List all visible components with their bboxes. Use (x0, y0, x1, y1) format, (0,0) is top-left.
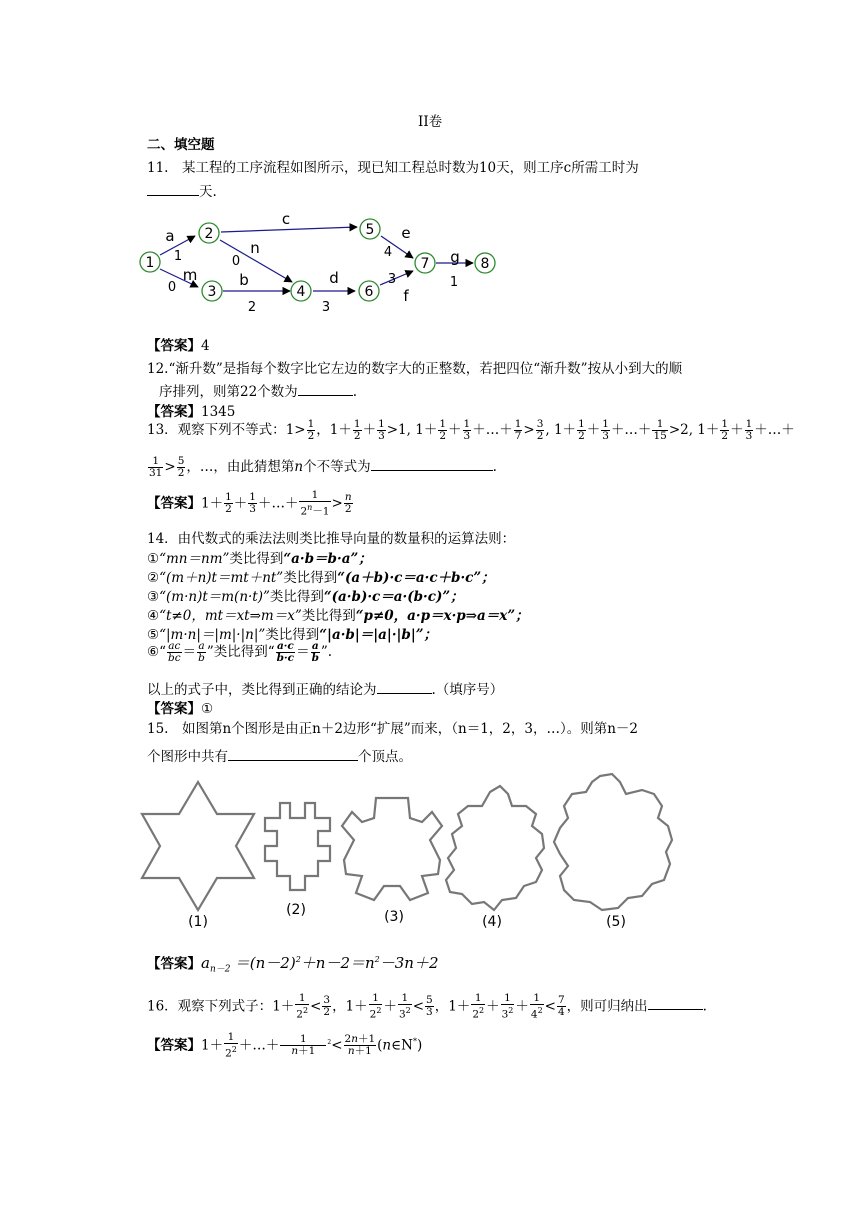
q11-line2: 天. (147, 180, 217, 200)
node-2-label: 2 (204, 226, 214, 242)
q14-item-2: ②“(m＋n)t＝mt＋nt”类比得到“(a＋b)·c＝a·c＋b·c”； (147, 570, 495, 586)
q14-answer: 【答案】① (147, 701, 214, 717)
edge-label-f: f (403, 287, 409, 305)
q14-line1: 14．由代数式的乘法法则类比推导向量的数量积的运算法则： (147, 531, 516, 547)
node-6-label: 6 (364, 284, 374, 300)
q14-blank (377, 681, 432, 694)
edge-label-b: b (239, 271, 249, 289)
q15-answer: 【答案】$a_{n-2} =(n-2)^2+n-2=n^2-3n+2$ (147, 954, 439, 975)
edge-time-m: 0 (167, 280, 177, 295)
figure-label-2: (2) (286, 902, 306, 918)
q16-line1: 16．观察下列式子：1＋ $\frac{1}{2^2}$ < $\frac{3}{2}$ ，1＋ $\frac{1}{2^2}$ ＋ $\frac{1}{3^2}$ < $\frac{5}{3}$ ，1＋ $\frac{1}{2^2}$ ＋ $\frac{1}{3^2}$ ＋ $\frac{1}{4^2}$ < $\frac{7}{4}$ ，则可归纳出 . (147, 992, 707, 1021)
edge-label-m: m (182, 266, 198, 284)
q16-answer: 【答案】1＋ $\frac{1}{2^2}$ ＋…＋ $\frac{1}{n+1}$ $^2$< $\frac{2n+1}{n+1}$ (n∈N*) (147, 1031, 423, 1060)
edge-time-e: 4 (383, 245, 393, 260)
q14-item-4: ④“t≠0，mt＝xt⇒m＝x”类比得到“p≠0，a·p＝x·p⇒a＝x”； (147, 608, 529, 624)
figure-1-hexagram (142, 782, 254, 910)
node-7-label: 7 (420, 256, 430, 272)
q13-line1: 13．观察下列不等式：1> $\frac{1}{2}$ ，1＋ $\frac{1}{2}$ ＋ $\frac{1}{3}$ >1, 1＋ $\frac{1}{2}$ ＋ $\frac{1}{3}$ ＋…＋ $\frac{1}{7}$ > $\frac{3}{2}$ , 1＋ $\frac{1}{2}$ ＋ $\frac{1}{3}$ ＋…＋ $\frac{1}{15}$ >2, 1＋ $\frac{1}{2}$ ＋ $\frac{1}{3}$ ＋…＋ (147, 418, 795, 442)
figure-4-snowflake (446, 786, 544, 910)
q12-line2: 序排列，则第22个数为 . (159, 384, 357, 400)
edge-6-7 (380, 271, 413, 285)
q12-answer: 【答案】1345 (147, 404, 236, 420)
q15-line1: 15. 如图第n个图形是由正n＋2边形“扩展”而来，（n＝1，2，3，…）。则第n－2 (147, 721, 638, 737)
q15-figures (140, 768, 700, 933)
node-3-label: 3 (207, 284, 217, 300)
edge-label-n: n (250, 239, 260, 257)
node-5-label: 5 (365, 222, 375, 238)
edge-label-g: g (450, 248, 460, 266)
q11-flow-diagram (130, 205, 510, 325)
q13-blank (371, 458, 493, 471)
q13-answer: 【答案】1＋ $\frac{1}{2}$ ＋ $\frac{1}{3}$ ＋…＋ $\frac{1}{2^n-1}$ > $\frac{n}{2}$ (147, 489, 352, 518)
edge-label-e: e (401, 224, 411, 242)
q13-line2: $\frac{1}{31}$ > $\frac{5}{2}$ ，…，由此猜想第n个不等式为 . (149, 455, 497, 479)
figure-label-1: (1) (188, 914, 208, 930)
node-8-label: 8 (480, 256, 490, 272)
node-4-label: 4 (296, 284, 306, 300)
q14-item-1: ①“mn＝nm”类比得到“a·b＝b·a”； (147, 551, 372, 567)
page-title: II卷 (418, 114, 443, 130)
q11-answer: 【答案】4 (147, 338, 210, 354)
section-heading: 二、填空题 (147, 137, 215, 153)
q11-blank (147, 183, 199, 196)
figure-2-cross (265, 803, 330, 890)
q12-line1: 12.“渐升数”是指每个数字比它左边的数字大的正整数，若把四位“渐升数”按从小到大的顺 (147, 361, 683, 377)
q12-blank (298, 383, 353, 396)
q14-conclusion: 以上的式子中，类比得到正确的结论为 .（填序号） (147, 682, 504, 698)
q15-line2: 个图形中共有 个顶点。 (147, 749, 412, 765)
q14-item-5: ⑤“|m·n|＝|m|·|n|”类比得到“|a·b|＝|a|·|b|”； (147, 627, 438, 643)
edge-label-a: a (165, 227, 175, 245)
edge-label-c: c (281, 210, 291, 228)
q15-blank (228, 748, 358, 761)
edge-label-d: d (329, 269, 339, 287)
figure-label-3: (3) (384, 909, 404, 925)
q16-blank (648, 997, 703, 1010)
edge-time-f: 3 (387, 272, 397, 287)
edge-time-a: 1 (173, 249, 183, 264)
q11-line1: 11. 某工程的工序流程如图所示，现已知工程总时数为10天，则工序c所需工时为 (147, 160, 639, 176)
figure-label-4: (4) (482, 914, 502, 930)
figure-5-ring (554, 774, 672, 910)
edge-time-g: 1 (449, 275, 459, 290)
edge-time-b: 2 (247, 300, 257, 315)
edge-time-n: 0 (231, 254, 241, 269)
figure-label-5: (5) (606, 914, 626, 930)
edge-time-d: 3 (321, 300, 331, 315)
figure-3-star (342, 798, 442, 900)
node-1-label: 1 (145, 255, 155, 271)
q14-item-3: ③“(m·n)t＝m(n·t)”类比得到“(a·b)·c＝a·(b·c)”； (147, 589, 464, 605)
q14-item-6: ⑥“ $\frac{ac}{bc}$ ＝ $\frac{a}{b}$ ”类比得到“ $\frac{a\cdot c}{b\cdot c}$ ＝ $\frac{a}{b}$ ”. (147, 640, 333, 664)
